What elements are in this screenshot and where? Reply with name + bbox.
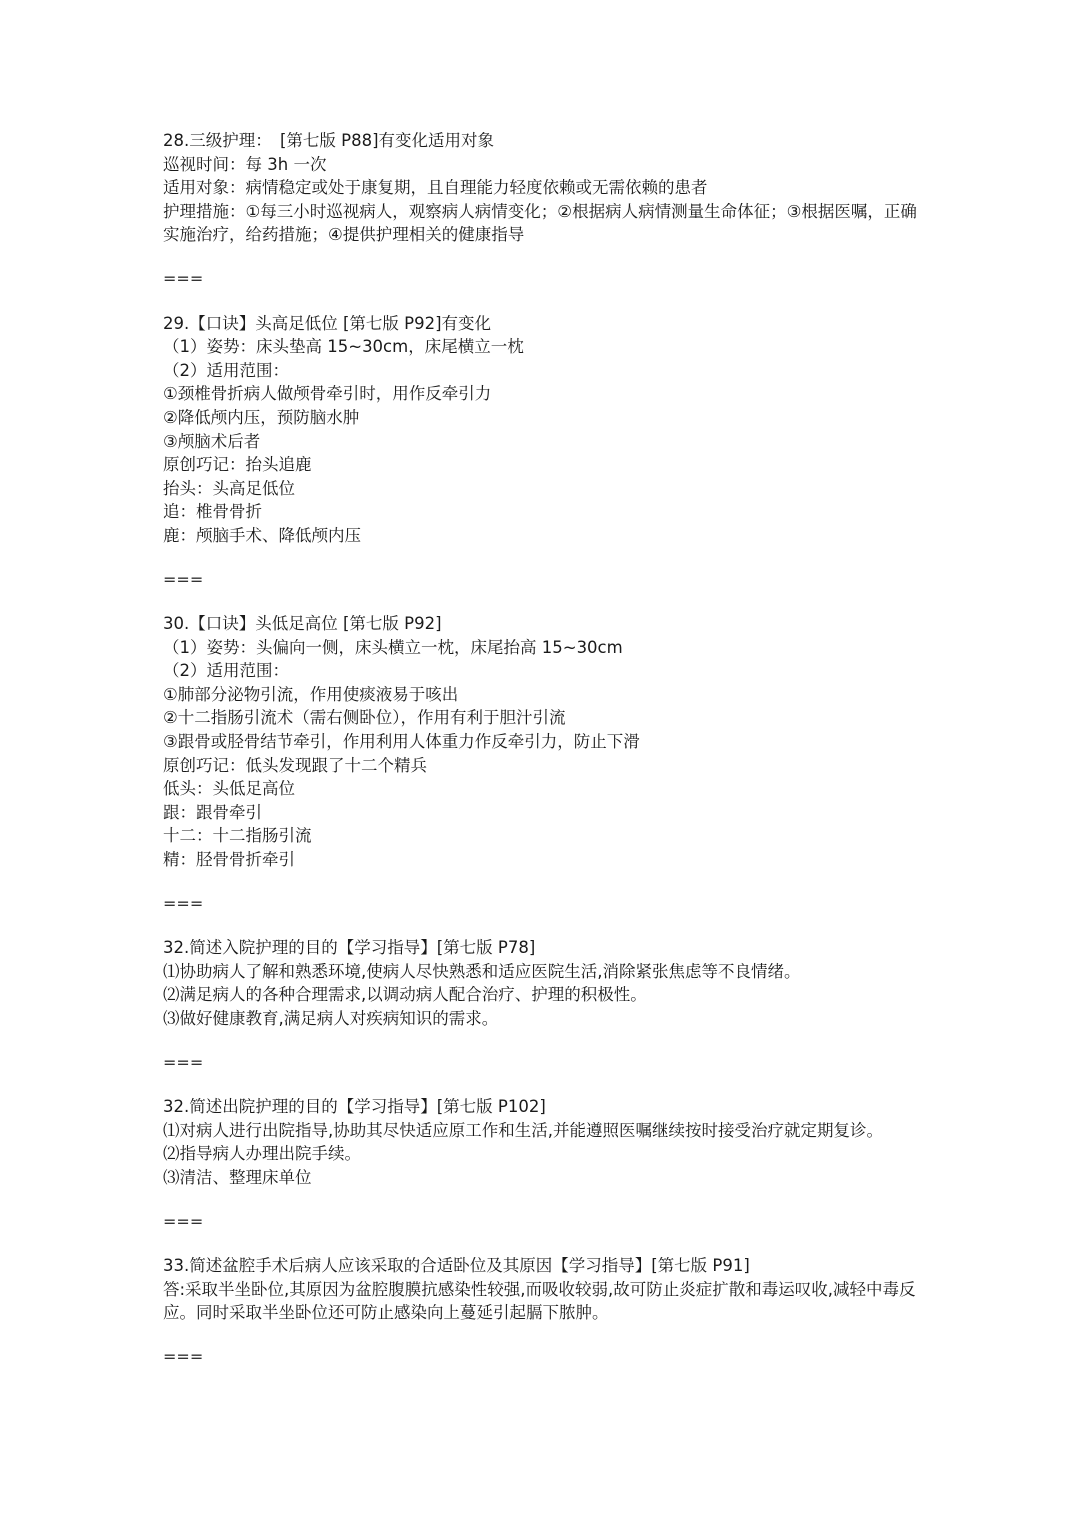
section-line: ①肺部分泌物引流，作用使痰液易于咳出 <box>163 684 459 704</box>
section-line: 追：椎骨骨折 <box>163 502 262 522</box>
section-line: 鹿：颅脑手术、降低颅内压 <box>163 525 361 545</box>
section-line: 原创巧记：低头发现跟了十二个精兵 <box>163 755 427 775</box>
section-separator: === <box>163 1211 204 1231</box>
section-line: 答:采取半坐卧位,其原因为盆腔腹膜抗感染性较强,而吸收较弱,故可防止炎症扩散和毒运叹收,减轻中毒反应。同时采取半坐卧位还可防止感染向上蔓延引起膈下脓肿。 <box>163 1279 916 1323</box>
note-section <box>163 1254 933 1325</box>
note-section <box>163 1095 933 1189</box>
note-section <box>163 312 933 548</box>
section-line: ①颈椎骨折病人做颅骨牵引时，用作反牵引力 <box>163 384 492 404</box>
section-line: 护理措施：①每三小时巡视病人，观察病人病情变化；②根据病人病情测量生命体征；③根据医嘱，正确实施治疗，给药措施；④提供护理相关的健康指导 <box>163 201 917 245</box>
section-heading: 33.简述盆腔手术后病人应该采取的合适卧位及其原因【学习指导】[第七版 P91] <box>163 1256 750 1276</box>
section-line: （2）适用范围： <box>163 661 289 681</box>
section-line: 低头：头低足高位 <box>163 779 295 799</box>
section-line: 十二：十二指肠引流 <box>163 826 312 846</box>
section-line: ⑵满足病人的各种合理需求,以调动病人配合治疗、护理的积极性。 <box>163 985 647 1005</box>
section-separator: === <box>163 1346 204 1366</box>
section-separator: === <box>163 1052 204 1072</box>
section-separator: === <box>163 569 204 589</box>
note-section <box>163 129 933 247</box>
section-line: ⑴对病人进行出院指导,协助其尽快适应原工作和生活,并能遵照医嘱继续按时接受治疗就定期复诊。 <box>163 1120 883 1140</box>
section-heading: 32.简述出院护理的目的【学习指导】[第七版 P102] <box>163 1097 546 1117</box>
note-section <box>163 936 933 1030</box>
note-section <box>163 612 933 872</box>
section-line: 适用对象：病情稳定或处于康复期，且自理能力轻度依赖或无需依赖的患者 <box>163 178 708 198</box>
section-line: （1）姿势：头偏向一侧，床头横立一枕，床尾抬高 15~30cm <box>163 637 623 657</box>
section-line: ③跟骨或胫骨结节牵引，作用利用人体重力作反牵引力，防止下滑 <box>163 732 640 752</box>
section-separator: === <box>163 268 204 288</box>
section-line: ⑴协助病人了解和熟悉环境,使病人尽快熟悉和适应医院生活,消除紧张焦虑等不良情绪。 <box>163 961 801 981</box>
section-heading: 30.【口诀】头低足高位 [第七版 P92] <box>163 614 442 634</box>
section-line: 原创巧记：抬头追鹿 <box>163 455 312 475</box>
section-heading: 29.【口诀】头高足低位 [第七版 P92]有变化 <box>163 313 492 333</box>
section-line: 抬头：头高足低位 <box>163 478 295 498</box>
section-separator: === <box>163 893 204 913</box>
section-heading: 32.简述入院护理的目的【学习指导】[第七版 P78] <box>163 938 536 958</box>
section-line: 精：胫骨骨折牵引 <box>163 850 295 870</box>
section-line: ③颅脑术后者 <box>163 431 261 451</box>
section-line: ⑵指导病人办理出院手续。 <box>163 1144 361 1164</box>
document-page <box>163 129 933 1390</box>
section-line: ②降低颅内压，预防脑水肿 <box>163 407 360 427</box>
section-heading: 28.三级护理： [第七版 P88]有变化适用对象 <box>163 131 495 150</box>
section-line: 巡视时间：每 3h 一次 <box>163 154 327 174</box>
section-line: 跟：跟骨牵引 <box>163 802 262 822</box>
section-line: （1）姿势：床头垫高 15~30cm，床尾横立一枕 <box>163 337 524 357</box>
section-line: ⑶清洁、整理床单位 <box>163 1167 312 1187</box>
section-line: （2）适用范围： <box>163 360 289 380</box>
section-line: ⑶做好健康教育,满足病人对疾病知识的需求。 <box>163 1009 499 1028</box>
section-line: ②十二指肠引流术（需右侧卧位），作用有利于胆汁引流 <box>163 708 566 728</box>
